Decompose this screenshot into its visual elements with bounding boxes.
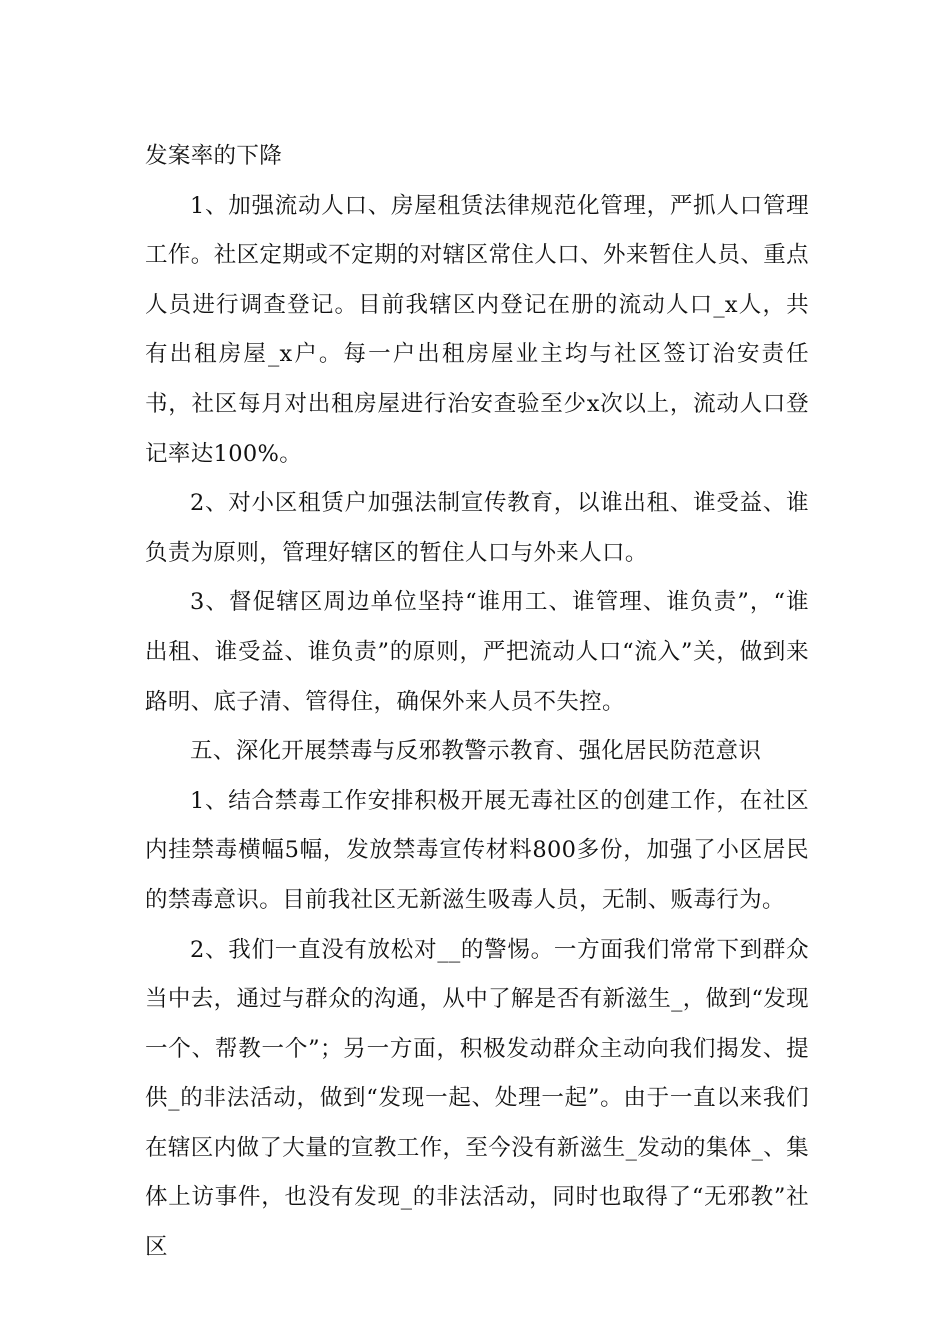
paragraph-item-1-population-management: 1、加强流动人口、房屋租赁法律规范化管理，严抓人口管理工作。社区定期或不定期的对辖区常住人口、外来暂住人员、重点人员进行调查登记。目前我辖区内登记在册的流动人口_x人，共有出租房屋_x户。每一户出租房屋业主均与社区签订治安责任书，社区每月对出租房屋进行治安查验至少x次以上，流动人口登记率达100%。	[145, 192, 809, 467]
paragraph-item-1-anti-drug: 1、结合禁毒工作安排积极开展无毒社区的创建工作，在社区内挂禁毒横幅5幅，发放禁毒宣传材料800多份，加强了小区居民的禁毒意识。目前我社区无新滋生吸毒人员，无制、贩毒行为。	[145, 787, 809, 913]
paragraph-item-2-vigilance: 2、我们一直没有放松对__的警惕。一方面我们常常下到群众当中去，通过与群众的沟通，从中了解是否有新滋生_，做到“发现一个、帮教一个”；另一方面，积极发动群众主动向我们揭发、提供_的非法活动，做到“发现一起、处理一起”。由于一直以来我们在辖区内做了大量的宣教工作，至今没有新滋生_发动的集体_、集体上访事件，也没有发现_的非法活动，同时也取得了“无邪教”社区	[145, 936, 809, 1261]
paragraph-continuation: 发案率的下降	[145, 143, 283, 169]
section-heading-5: 五、深化开展禁毒与反邪教警示教育、强化居民防范意识	[190, 738, 762, 765]
paragraph-item-3-unit-supervision: 3、督促辖区周边单位坚持“谁用工、谁管理、谁负责”，“谁出租、谁受益、谁负责”的原则，严把流动人口“流入”关，做到来路明、底子清、管得住，确保外来人员不失控。	[145, 589, 809, 715]
document-body	[145, 132, 809, 1273]
paragraph-item-2-tenant-education: 2、对小区租赁户加强法制宣传教育，以谁出租、谁受益、谁负责为原则，管理好辖区的暂住人口与外来人口。	[145, 490, 809, 566]
